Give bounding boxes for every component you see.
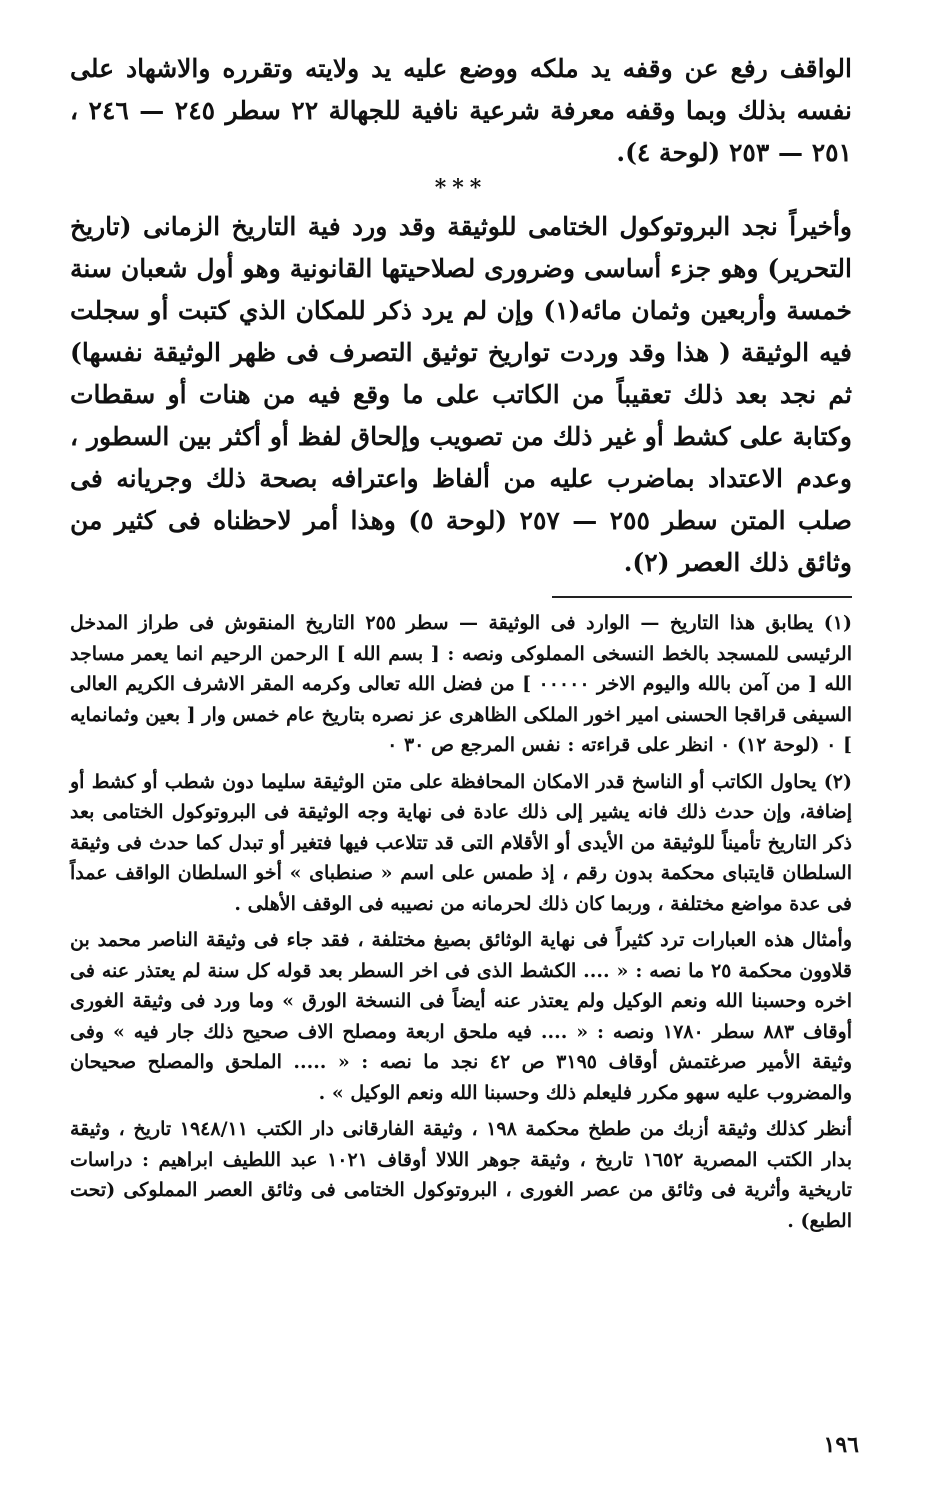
footnote-1: (١) يطابق هذا التاريخ — الوارد فى الوثيقة — سطر ٢٥٥ التاريخ المنقوش فى طراز المدخل الرئيسى للمسجد بالخط النسخى المملوكى ونصه : [ بسم الله ] الرحمن الرحيم انما يعمر مساجد الله [ من آمن بالله واليوم الاخر ٠٠٠٠٠ ] من فضل الله تعالى وكرمه المقر الاشرف الكريم العالى السيفى قراقجا الحسنى امير اخور الملكى الظاهرى عز نصره بتاريخ عام خمس وار [ بعين وثمانمايه ] ٠ (لوحة ١٢) ٠ انظر على قراءته : نفس المرجع ص ٣٠ ٠	[70, 612, 853, 756]
section-separator: ***	[434, 175, 488, 201]
page-body	[70, 48, 852, 1236]
footnote-2: (٢) يحاول الكاتب أو الناسخ قدر الامكان المحافظة على متن الوثيقة سليما دون شطب أو كشط أو إضافة، وإن حدث ذلك فانه يشير إلى ذلك عادة فى نهاية وجه الوثيقة فى البروتوكول الختامى بعد ذكر التاريخ تأميناً للوثيقة من الأيدى أو الأقلام التى قد تتلاعب فيها فتغير أو تبدل كما حدث فى وثيقة السلطان قايتباى محكمة بدون رقم ، إذ طمس على اسم « صنطباى » أخو السلطان الواقف عمداً فى عدة مواضع مختلفة ، وربما كان ذلك لحرمانه من نصيبه فى الوقف الأهلى .	[70, 770, 852, 915]
main-text	[70, 48, 852, 584]
paragraph-2: وأخيراً نجد البروتوكول الختامى للوثيقة وقد ورد فية التاريخ الزمانى (تاريخ التحرير) وهو جزء أساسى وضرورى لصلاحيتها القانونية وهو أول شعبان سنة خمسة وأربعين وثمان مائه(١) وإن لم يرد ذكر للمكان الذي كتبت أو سجلت فيه الوثيقة ( هذا وقد وردت تواريخ توثيق التصرف فى ظهر الوثيقة نفسها) ثم نجد بعد ذلك تعقيباً من الكاتب على ما وقع فيه من هنات أو سقطات وكتابة على كشط أو غير ذلك من تصويب وإلحاق لفظ أو أكثر بين السطور ، وعدم الاعتداد بماضرب عليه من ألفاظ واعترافه بصحة ذلك وجريانه فى صلب المتن سطر ٢٥٥ — ٢٥٧ (لوحة ٥) وهذا أمر لاحظناه فى كثير من وثائق ذلك العصر (٢).	[70, 212, 852, 577]
footnote-2-examples: وأمثال هذه العبارات ترد كثيراً فى نهاية الوثائق بصيغ مختلفة ، فقد جاء فى وثيقة الناصر محمد بن قلاوون محكمة ٢٥ ما نصه : « .... الكشط الذى فى اخر السطر بعد قوله كل سنة لم يعتذر عنه فى اخره وحسبنا الله ونعم الوكيل ولم يعتذر عنه أيضاً فى النسخة الورق » وما ورد فى وثيقة الغورى أوقاف ٨٨٣ سطر ١٧٨٠ ونصه : « .... فيه ملحق اربعة ومصلح الاف صحيح ذلك جار فيه » وفى وثيقة الأمير صرغتمش أوقاف ٣١٩٥ ص ٤٢ نجد ما نصه : « ..... الملحق والمصلح صحيحان والمضروب عليه سهو مكرر فليعلم ذلك وحسبنا الله ونعم الوكيل » .	[70, 929, 853, 1104]
footnotes	[70, 608, 852, 1236]
paragraph-1: الواقف رفع عن وقفه يد ملكه ووضع عليه يد ولايته وتقرره والاشهاد على نفسه بذلك وبما وقفه معرفة شرعية نافية للجهالة ٢٢ سطر ٢٤٥ — ٢٤٦ ، ٢٥١ — ٢٥٣ (لوحة ٤).	[70, 54, 852, 167]
footnote-2-references: أنظر كذلك وثيقة أزبك من ططخ محكمة ١٩٨ ، وثيقة الفارقانى دار الكتب ١٩٤٨/١١ تاريخ ، وثيقة بدار الكتب المصرية ١٦٥٢ تاريخ ، وثيقة جوهر اللالا أوقاف ١٠٢١ عبد اللطيف ابراهيم : دراسات تاريخية وأثرية فى وثائق من عصر الغورى ، البروتوكول الختامى فى وثائق العصر المملوكى (تحت الطبع) .	[70, 1118, 853, 1232]
footnote-divider	[552, 596, 852, 598]
page-number: ١٩٦	[823, 1432, 859, 1458]
